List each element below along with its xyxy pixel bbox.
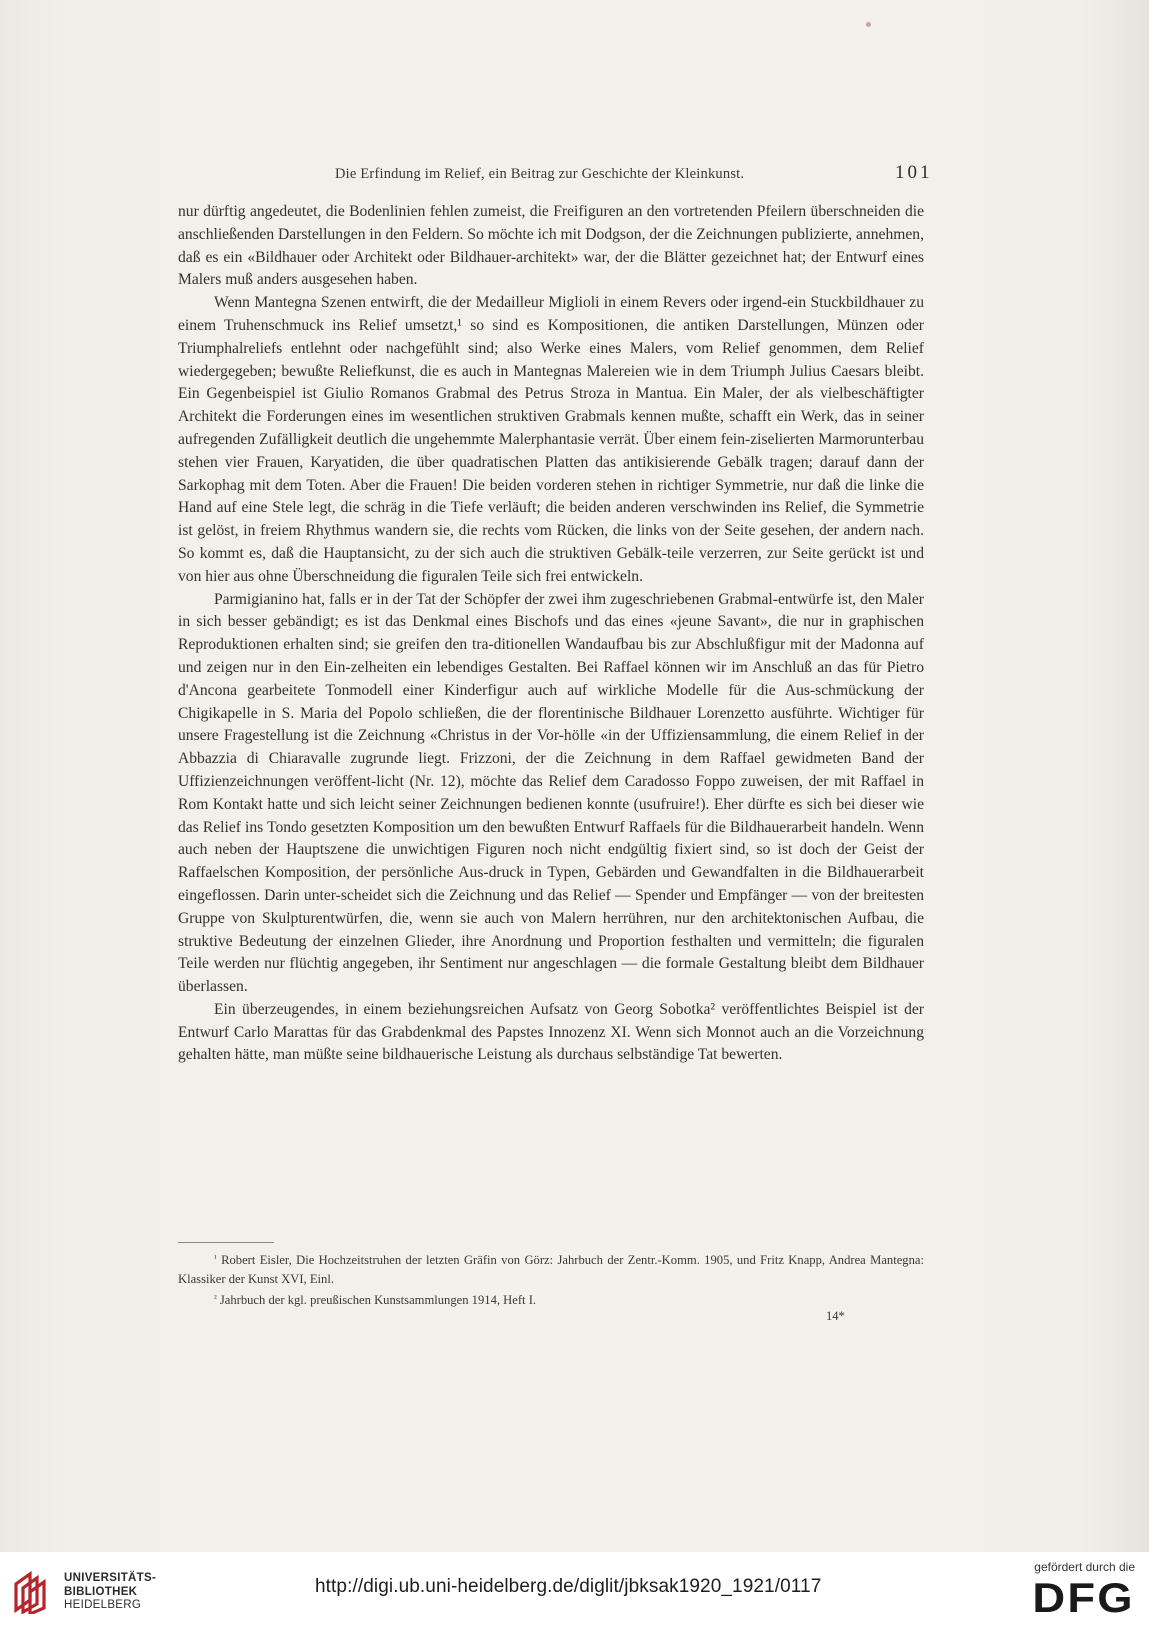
footnote-rule [178, 1242, 274, 1243]
funded-by-label: gefördert durch die [1034, 1560, 1135, 1574]
page-number: 101 [895, 162, 933, 183]
permalink-url[interactable]: http://digi.ub.uni-heidelberg.de/diglit/jbksak1920_1921/0117 [315, 1576, 822, 1597]
paragraph-4: Ein überzeugendes, in einem beziehungsreichen Aufsatz von Georg Sobotka² veröffentlichtes Beispiel ist der Entwurf Carlo Marattas für das Grabdenkmal des Papstes Innozenz XI. Wenn sich Monnot auch an die Vorzeichnung gehalten hätte, man müßte seine bildhauerische Leistung als durchaus selbständige Tat bewerten. [178, 1000, 924, 1064]
paragraph-1: nur dürftig angedeutet, die Bodenlinien fehlen zumeist, die Freifiguren an den vortretenden Pfeilern überschneiden die anschließenden Darstellungen in den Feldern. So möchte ich mit Dodgson, der die Zeichnungen publizierte, annehmen, daß es ein «Bildhauer oder Architekt oder Bildhauer-architekt» war, der die Blätter gezeichnet hat; der Entwurf eines Malers muß anders ausgesehen haben. [178, 203, 924, 289]
paragraph-2: Wenn Mantegna Szenen entwirft, die der Medailleur Miglioli in einem Revers oder irgend-ein Stuckbildhauer zu einem Truhenschmuck ins Relief umsetzt,¹ so sind es Kompositionen, die antiken Darstellungen, Münzen oder Triumphalreliefs entlehnt oder nachgefühlt sind; also Werke eines Malers, vom Relief genommen, dem Relief wiedergegeben; bewußte Reliefkunst, die es auch in Mantegnas Malereien wie in dem Triumph Julius Caesars bleibt. Ein Gegenbeispiel ist Giulio Romanos Grabmal des Petrus Stroza in Mantua. Ein Maler, der als vielbeschäftigter Architekt die Forderungen eines im wesentlichen struktiven Grabmals kennen mußte, schafft ein Werk, das in seiner aufregenden Zufälligkeit deutlich die ungehemmte Malerphantasie verrät. Über einem fein-ziselierten Marmorunterbau stehen vier Frauen, Karyatiden, die über quadratischen Platten das antikisierende Gebälk tragen; darauf dann der Sarkophag mit dem Toten. Aber die Frauen! Die beiden vorderen stehen in richtiger Symmetrie, nur daß die linke die Hand auf eine Stele legt, die schräg in die Tiefe verläuft; die beiden anderen verschwinden ins Relief, die Symmetrie ist gelöst, in freiem Rhythmus wandern sie, die rechts vom Rücken, die links von der Seite gesehen, der andern nach. So kommt es, daß die Hauptansicht, zu der sich auch die struktiven Gebälk-teile verzerren, zur Seite gerückt ist und von hier aus ohne Überschneidung die figuralen Teile sich frei entwickeln. [178, 294, 924, 585]
footnote-2-mark: ² [214, 1293, 217, 1303]
library-name [64, 1572, 156, 1613]
library-name-line-2: BIBLIOTHEK [64, 1585, 138, 1598]
signature-mark: 14* [826, 1309, 845, 1323]
paper-speck [866, 22, 871, 27]
page-header [0, 162, 1149, 187]
footnote-1-mark: ¹ [214, 1253, 217, 1263]
footnote-2-text: Jahrbuch der kgl. preußischen Kunstsammlungen 1914, Heft I. [219, 1293, 537, 1307]
library-name-line-1: UNIVERSITÄTS- [64, 1572, 157, 1584]
footnote-2 [178, 1289, 924, 1310]
paragraph-3: Parmigianino hat, falls er in der Tat der Schöpfer der zwei ihm zugeschriebenen Grabmal-entwürfe ist, den Maler in sich besser gebändigt; es ist das Denkmal eines Bischofs und das eines «jeune Savant», die nur in graphischen Reproduktionen erhalten sind; sie greifen den tra-ditionellen Wandaufbau bis zur Abschlußfigur mit der Madonna auf und zeigen nur in den Ein-zelheiten ein lebendiges Gestalten. Bei Raffael können wir im Anschluß an das für Pietro d'Ancona gearbeitete Tonmodell einer Kinderfigur auch auf wirkliche Modelle für die Aus-schmückung der Chigikapelle in S. Maria del Popolo schließen, die der florentinische Bildhauer Lorenzetto ausführte. Wichtiger für unsere Fragestellung ist die Zeichnung «Christus in der Vor-hölle «in der Uffiziensammlung, die einem Relief in der Abbazzia di Chiaravalle zugrunde liegt. Frizzoni, der die Zeichnung in dem Raffael gewidmeten Band der Uffizienzeichnungen veröffent-licht (Nr. 12), möchte das Relief dem Caradosso Foppo zuweisen, der mit Raffael in Rom Kontakt hatte und sich leicht seiner Zeichnungen bedienen konnte (usufruire!). Eher dürfte es sich bei dieser wie das Relief ins Tondo gesetzten Komposition um den bewußten Entwurf Raffaels für die Bildhauerarbeit handeln. Wenn auch neben der Hauptszene die unwichtigen Figuren noch nicht endgültig fixiert sind, so ist doch der Geist der Raffaelschen Komposition, der persönliche Aus-druck in Typen, Gebärden und Gewandfalten in die Bildhauerarbeit eingeflossen. Darin unter-scheidet sich die Zeichnung und das Relief — Spender und Empfänger — von der breitesten Gruppe von Skulpturentwürfen, die, wenn sie auch von Malern herrühren, nur den architektonischen Aufbau, die struktive Bedeutung der einzelnen Glieder, ihre Anordnung und Proportion festhalten und vermitteln; die figuralen Teile werden nur flüchtig angegeben, ihr Sentiment nur angeschlagen — die formale Gestaltung bleibt dem Bildhauer überlassen. [178, 590, 924, 996]
body-text [178, 201, 924, 1067]
library-name-line-3: HEIDELBERG [64, 1599, 142, 1611]
viewer-footer-bar [0, 1552, 1149, 1631]
library-logo-icon [12, 1570, 54, 1614]
dfg-logo[interactable]: DFG [1032, 1574, 1135, 1621]
library-logo[interactable] [12, 1566, 162, 1618]
footnote-1-text: Robert Eisler, Die Hochzeitstruhen der letzten Gräfin von Görz: Jahrbuch der Zentr.-Komm. 1905, und Fritz Knapp, Andrea Mantegna: Klassiker der Kunst XVI, Einl. [178, 1253, 924, 1286]
running-head: Die Erfindung im Relief, ein Beitrag zur Geschichte der Kleinkunst. [335, 166, 745, 182]
footnote-1 [178, 1249, 924, 1289]
footnotes [178, 1249, 924, 1310]
funder-block [985, 1560, 1135, 1619]
